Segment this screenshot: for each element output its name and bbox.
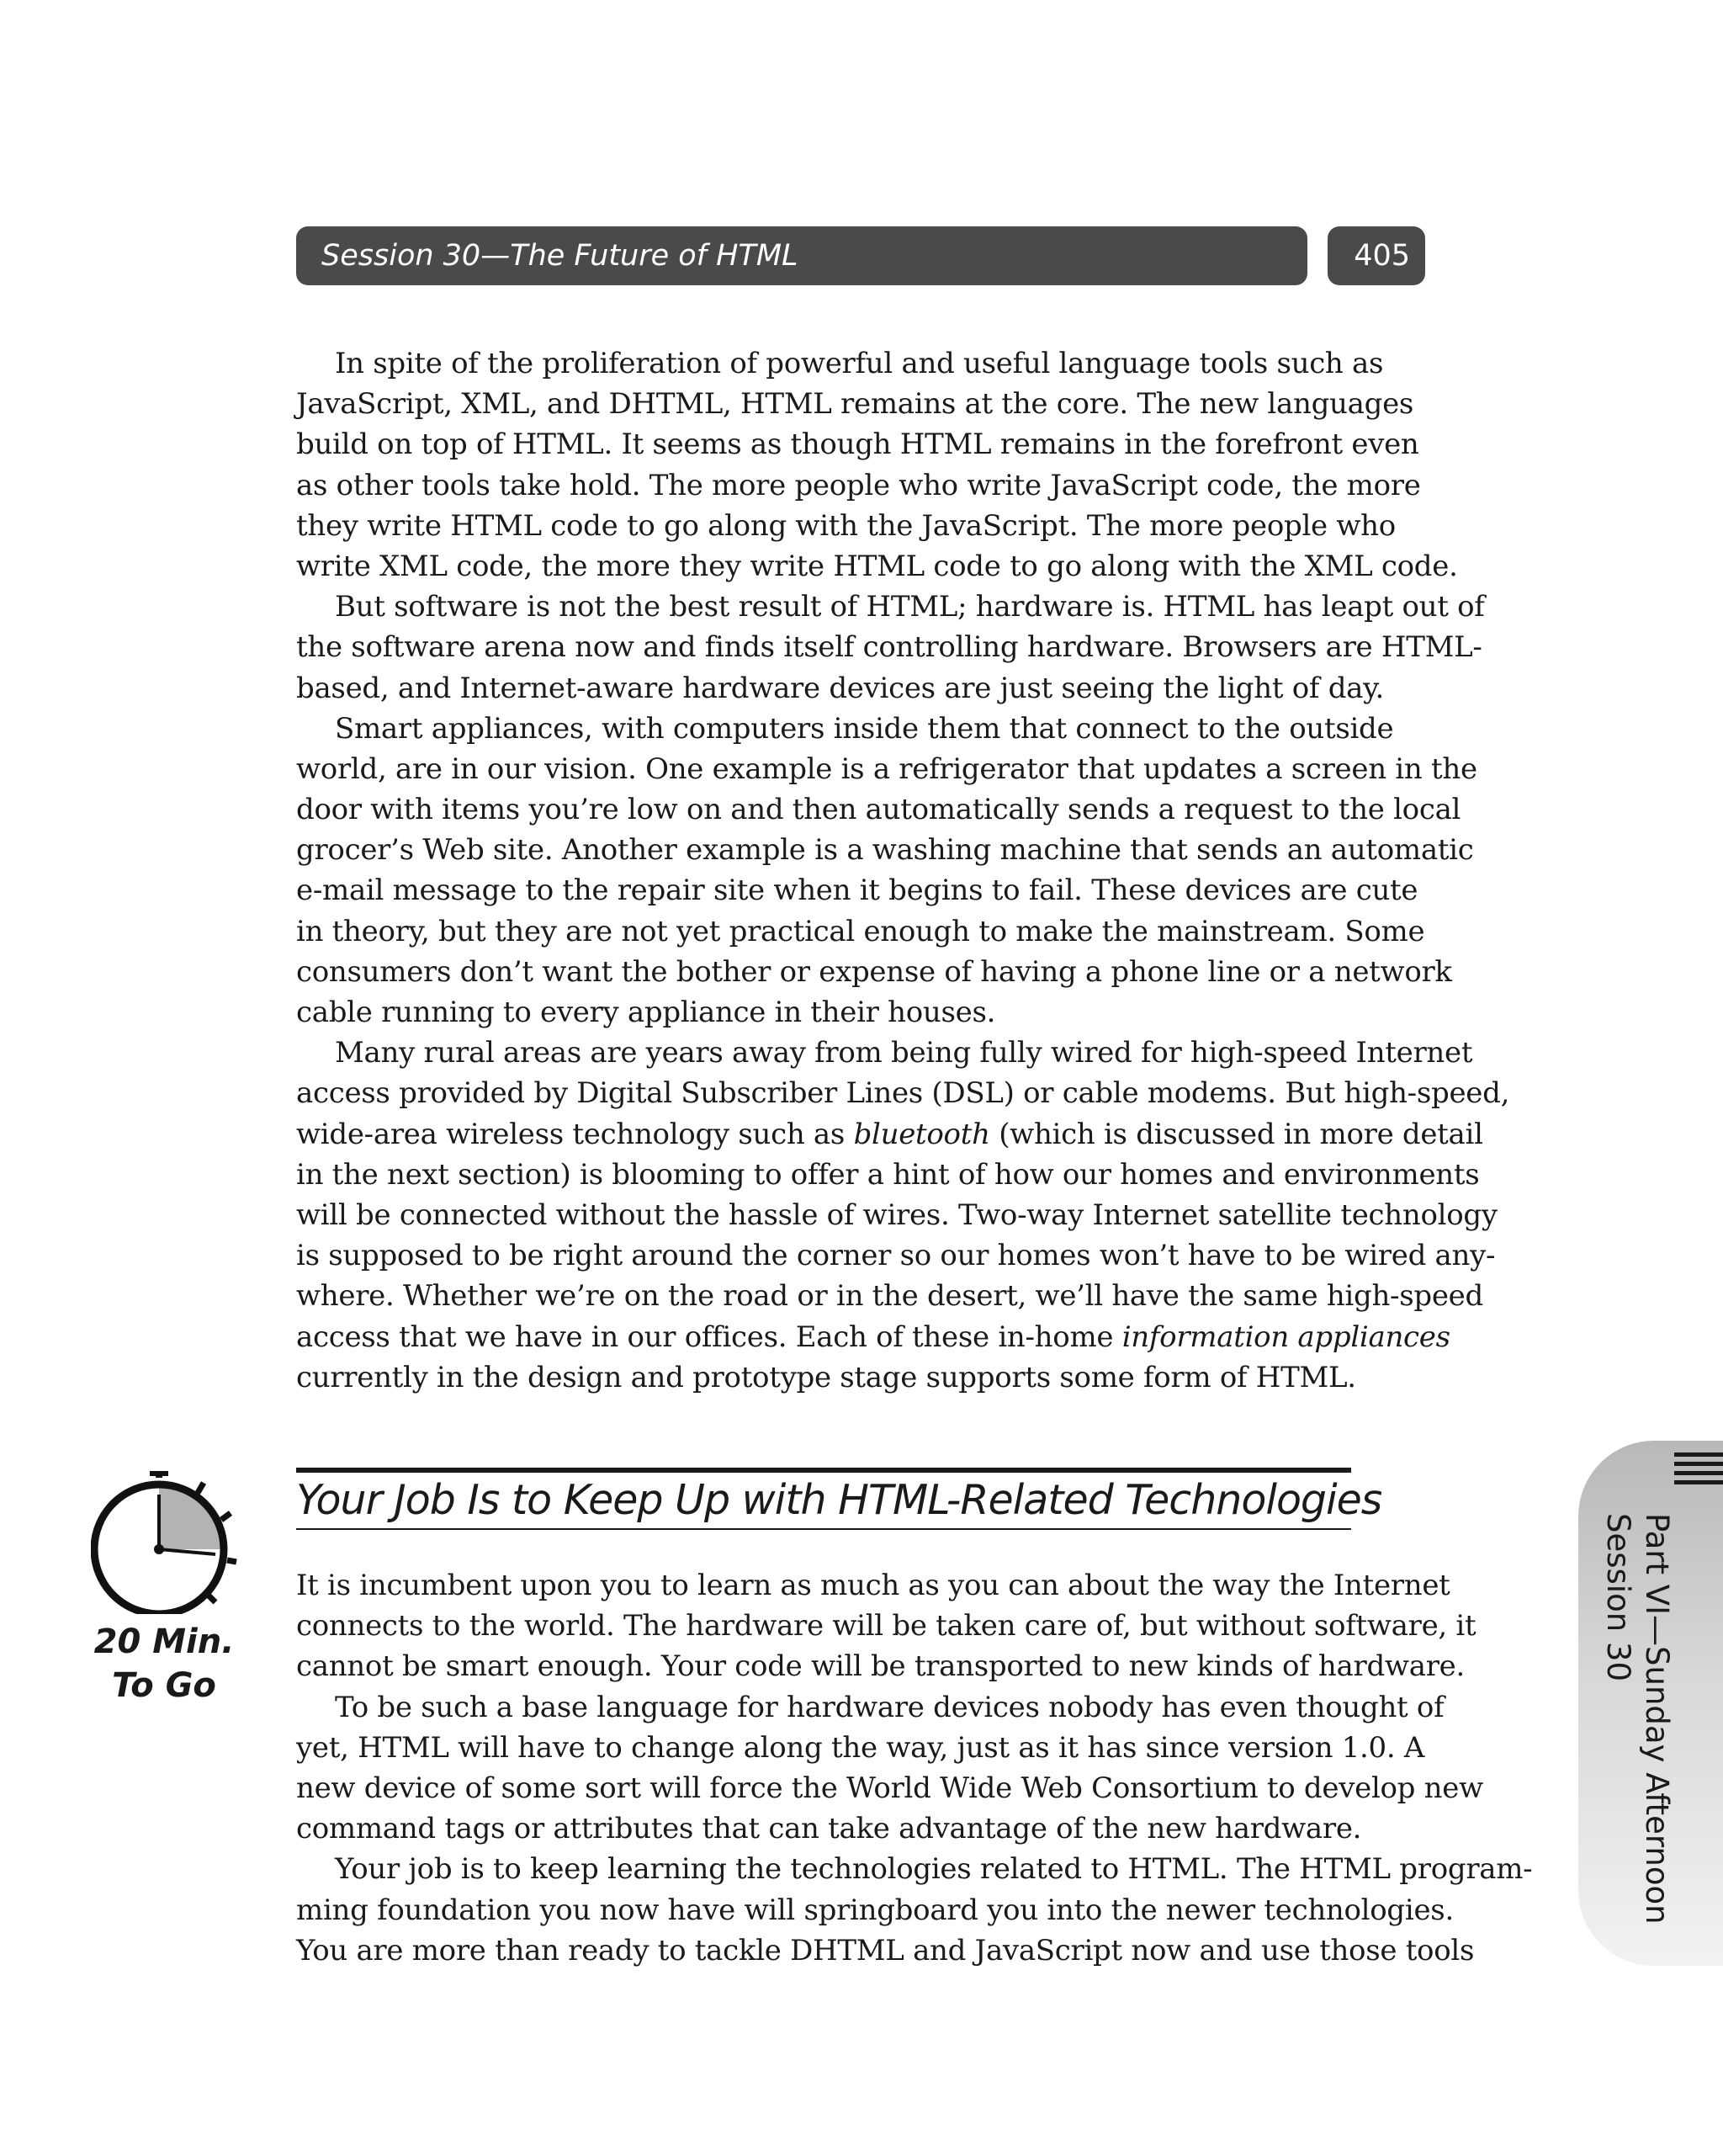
text-line [296,1317,1450,1357]
text-line-content: access provided by Digital Subscriber Lines (DSL) or cable modems. But high-speed, [296,1076,1510,1111]
tab-lines-icon [1674,1452,1723,1486]
part-side-tab-text [1583,1513,1676,1951]
body-text-top [296,343,1510,1398]
text-line [296,830,1474,870]
running-header-bar [296,226,1307,285]
text-line [296,911,1423,952]
emphasized-term: bluetooth [853,1117,990,1151]
body-text-bottom [296,1565,1533,1971]
text-line-content: wide-area wireless technology such as [296,1117,854,1151]
text-line-content: e-mail message to the repair site when it begins to fail. These devices are cute [296,874,1418,908]
text-line-content: Your job is to keep learning the technologies related to HTML. The HTML program- [335,1852,1533,1887]
text-line [296,1357,1423,1398]
text-line-content: where. Whether we’re on the road or in the desert, we’ll have the same high-speed [296,1279,1483,1314]
text-line [296,1033,1473,1073]
text-line-content: cannot be smart enough. Your code will be transported to new kinds of hardware. [296,1649,1465,1684]
text-line-content: consumers don’t want the bother or expense of having a phone line or a network [296,954,1452,989]
page-number-tab [1328,226,1425,285]
section-heading: Your Job Is to Keep Up with HTML-Related Technologies [296,1473,1351,1530]
page-number: 405 [1354,239,1410,273]
text-line-content: yet, HTML will have to change along the way, just as it has since version 1.0. A [296,1730,1425,1765]
text-line [296,1606,1476,1646]
text-line [296,668,1423,709]
text-line [296,1849,1533,1889]
text-line-content: in theory, but they are not yet practical enough to make the mainstream. Some [296,914,1425,948]
text-line [296,789,1461,830]
text-line-content: You are more than ready to tackle DHTML and JavaScript now and use those tools [296,1933,1475,1967]
text-line-content: connects to the world. The hardware will be taken care of, but without software, it [296,1609,1476,1644]
emphasized-term: information appliances [1121,1320,1450,1354]
stopwatch-icon [91,1471,242,1614]
text-line-content: command tags or attributes that can take advantage of the new hardware. [296,1812,1362,1846]
text-line [296,1687,1445,1728]
text-line [296,749,1477,789]
text-line [296,1565,1450,1606]
text-line [296,1155,1480,1195]
text-line-content: the software arena now and finds itself controlling hardware. Browsers are HTML- [296,630,1482,665]
text-line [296,384,1423,424]
text-line-content: grocer’s Web site. Another example is a washing machine that sends an automatic [296,833,1474,868]
text-line [296,952,1452,992]
text-line [296,1114,1483,1155]
text-line-content: JavaScript, XML, and DHTML, HTML remains at the core. The new languages [296,387,1414,422]
text-line-content: Many rural areas are years away from being fully wired for high-speed Internet [335,1036,1473,1070]
text-line [296,1768,1483,1808]
text-line-content: ming foundation you now have will springboard you into the newer technologies. [296,1893,1454,1927]
text-line-content: To be such a base language for hardware devices nobody has even thought of [335,1690,1445,1724]
text-line [296,1890,1454,1930]
text-line-content: cable running to every appliance in their houses. [296,996,996,1029]
text-line [296,343,1423,384]
text-line [296,1930,1475,1971]
text-line [296,627,1482,667]
text-line-content: build on top of HTML. It seems as though HTML remains in the forefront even [296,427,1419,462]
text-line [296,1646,1465,1686]
text-line [296,587,1485,627]
text-line-content: will be connected without the hassle of wires. Two-way Internet satellite technology [296,1197,1498,1232]
text-line-content: door with items you’re low on and then automatically sends a request to the local [296,793,1461,827]
text-line-content: based, and Internet-aware hardware devices are just seeing the light of day. [296,671,1385,705]
text-line-content: new device of some sort will force the World Wide Web Consortium to develop new [296,1771,1483,1805]
text-line-content: in the next section) is blooming to offer a hint of how our homes and environments [296,1157,1480,1192]
text-line-content: world, are in our vision. One example is a refrigerator that updates a screen in the [296,751,1477,786]
text-line [296,1276,1483,1316]
timer-label-line2: To Go [112,1666,216,1705]
text-line-content: But software is not the best result of HTML; hardware is. HTML has leapt out of [335,590,1485,624]
text-line [296,1235,1496,1276]
text-line [296,424,1423,465]
text-line-content: write XML code, the more they write HTML code to go along with the XML code. [296,549,1458,583]
text-line [296,1808,1423,1849]
text-line-content: Smart appliances, with computers inside them that connect to the outside [335,711,1394,746]
text-line-content: access that we have in our offices. Each of these in-home [296,1320,1122,1354]
text-line-content: It is incumbent upon you to learn as much as you can about the way the Internet [296,1569,1450,1602]
text-line [296,546,1458,587]
text-line [296,1195,1498,1235]
text-line-content: In spite of the proliferation of powerful and useful language tools such as [335,347,1384,380]
text-line-content: currently in the design and prototype stage supports some form of HTML. [296,1360,1356,1394]
side-tab-line2: Session 30 [1600,1513,1636,1682]
text-line [296,709,1423,749]
timer-label-line1: 20 Min. [93,1622,235,1661]
side-tab-line1: Part VI—Sunday Afternoon [1639,1513,1675,1925]
text-line [296,992,1423,1033]
text-line-content: as other tools take hold. The more people who write JavaScript code, the more [296,468,1421,502]
timer-label [84,1620,244,1707]
text-line-content: (which is discussed in more detail [989,1117,1483,1151]
text-line [296,1073,1510,1113]
text-line-content: they write HTML code to go along with the JavaScript. The more people who [296,508,1396,543]
text-line [296,465,1423,506]
text-line-content: is supposed to be right around the corner so our homes won’t have to be wired any- [296,1239,1496,1273]
text-line [296,870,1423,911]
text-line [296,506,1423,546]
text-line [296,1728,1423,1768]
running-header-title: Session 30—The Future of HTML [321,239,798,273]
